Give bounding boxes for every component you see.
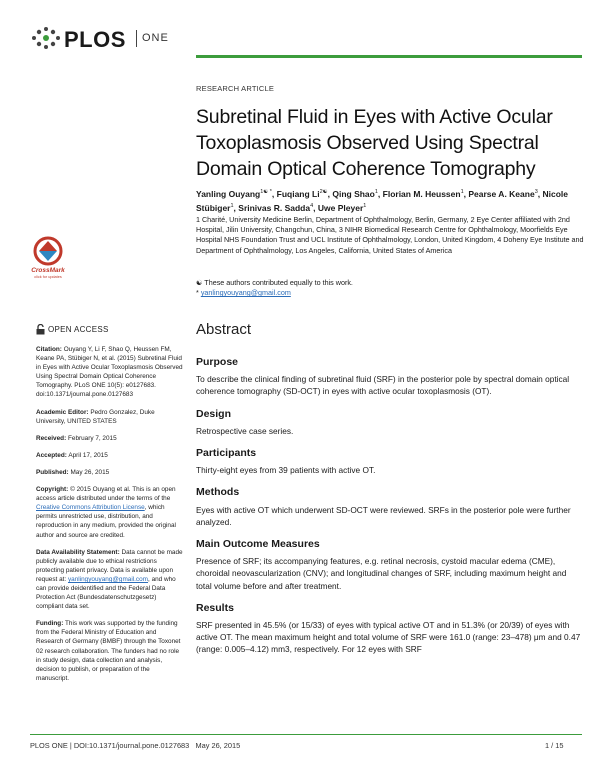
author[interactable]: Qing Shao$^1$ — [332, 188, 378, 199]
author[interactable]: Nicole Stübiger$^1$ — [196, 188, 568, 214]
accepted-block: Accepted: April 17, 2015 — [36, 451, 108, 459]
plos-one-logo[interactable] — [30, 24, 180, 52]
abstract-body — [196, 356, 584, 666]
abstract-heading: Abstract — [196, 321, 252, 338]
section-heading: Purpose — [196, 356, 239, 368]
section-text: SRF presented in 45.5% (or 15/33) of eyes with typical active OT and in 51.3% (or 20/39) of eyes with active OT. The mean maximum height and total volume of SRF were 161.0 (range: 23–478) μm and 0.47 (range: 0.005–4.12) mm3, respectively. For 12 eyes with SRF — [196, 620, 581, 655]
open-access-badge — [36, 324, 184, 335]
license-link[interactable]: Creative Commons Attribution License — [36, 504, 145, 512]
header-rule — [196, 55, 582, 58]
plos-dots-icon — [30, 26, 62, 50]
affiliations: 1 Charité, University Medicine Berlin, Department of Ophthalmology, Berlin, Germany, 2 Eye Center affiliated with 2nd Hospital, Jilin University, Changchun, China, 3 NIHR Biomedical Research Centre for Ophthalmology, Moorfields Eye Hospital NHS Foundation Trust and UCL Institute of Ophthalmology, London, United Kingdom, 4 Doheny Eye Institute and Department of Ophthalmology, Los Angeles, California, United States of America — [196, 215, 584, 255]
author[interactable]: Uwe Pleyer$^1$ — [317, 203, 367, 214]
footer-rule — [30, 734, 582, 735]
logo-wordmark: PLOS — [64, 27, 126, 52]
crossmark-label: CrossMark — [31, 267, 65, 274]
author[interactable]: Yanling Ouyang$^{1☯ *}$ — [196, 188, 272, 199]
copyright-block: Copyright: © 2015 Ouyang et al. This is an open access article distributed under the terms of the Creative Commons Attribution License, which permits unrestricted use, distribution, and reproduction in any medium, provided the original author and source are credited. — [36, 486, 176, 539]
author[interactable]: Florian M. Heussen$^1$ — [382, 188, 464, 199]
crossmark-badge[interactable] — [30, 236, 64, 286]
crossmark-sublabel: click for updates — [34, 275, 62, 279]
page-number: 1 / 15 — [545, 741, 564, 750]
section-text: Presence of SRF; its accompanying features, e.g. retinal necrosis, cystoid macular edema (CME), choroidal neovascularization (CNV); and longitudinal changes of SRF, including maximum height and total volume before and after treatment. — [196, 556, 567, 591]
article-title: Subretinal Fluid in Eyes with Active Ocular Toxoplasmosis Observed Using Spectral Domain Optical Coherence Tomography — [196, 106, 553, 180]
author-list: Yanling Ouyang$^{1☯ *}$, Fuqiang $Li^{2☯}$, Qing Shao$^1$, Florian M. Heussen$^1$, Pearse A. Keane$^3$, Nicole Stübiger$^1$, Srinivas R. Sadda$^4$, Uwe Pleyer$^1$ — [196, 188, 568, 214]
author[interactable]: Fuqiang $Li^{2☯}$ — [276, 188, 328, 199]
logo-divider — [136, 30, 137, 47]
section-heading: Main Outcome Measures — [196, 538, 320, 551]
corresponding-email-line — [196, 288, 576, 298]
open-access-label: OPEN ACCESS — [48, 324, 109, 334]
funding-block: Funding: This work was supported by the funding from the Federal Ministry of Education and Research of Germany (BMBF) through the Toxonet 02 research collaboration. The funders had no role in study design, data collection and analysis, decision to publish, or preparation of the manuscript. — [36, 620, 181, 682]
email-marker: * — [196, 288, 199, 297]
crossmark-icon — [30, 236, 66, 266]
section-heading: Design — [196, 407, 232, 420]
logo-journal-name: ONE — [142, 32, 169, 44]
editor-block: Academic Editor: Pedro Gonzalez, Duke University, UNITED STATES — [36, 408, 155, 425]
section-heading: Participants — [196, 447, 257, 460]
section-text: To describe the clinical finding of subretinal fluid (SRF) in the posterior pole by spectral domain optical coherence tomography (SD-OCT) in eyes with active ocular toxoplasmosis (OT). — [196, 374, 570, 397]
corresponding-email-link[interactable]: yanlingyouyang@gmail.com — [200, 288, 291, 297]
received-block: Received: February 7, 2015 — [36, 434, 117, 442]
open-lock-icon — [36, 324, 45, 335]
section-heading: Results — [196, 601, 234, 614]
section-text: Eyes with active OT which underwent SD-OCT were reviewed. SRFs in the posterior pole were further analyzed. — [196, 504, 571, 527]
section-text: Thirty-eight eyes from 39 patients with active OT. — [196, 465, 376, 476]
author[interactable]: Pearse A. Keane$^3$ — [468, 188, 538, 199]
footer-citation: PLOS ONE | DOI:10.1371/journal.pone.0127683 May 26, 2015 — [30, 741, 241, 750]
data-availability-block: Data Availability Statement: Data cannot be made publicly available due to ethical restrictions protecting patient privacy. Data is available upon request at: yanlingyouyang@gmail.com, and who can provide deidentified and the Federal Data Protection Act (Bundesdatenschutzgesetz) compliant data set. — [36, 548, 183, 611]
article-type: RESEARCH ARTICLE — [196, 84, 275, 93]
section-text: Retrospective case series. — [196, 425, 294, 436]
author[interactable]: Srinivas R. Sadda$^4$ — [238, 203, 314, 214]
section-heading: Methods — [196, 486, 240, 499]
equal-contribution-note: ☯ These authors contributed equally to this work. — [196, 278, 353, 287]
citation-block: Citation: Ouyang Y, Li F, Shao Q, Heussen FM, Keane PA, Stübiger N, et al. (2015) Subretinal Fluid in Eyes with Active Ocular Toxoplasmosis Observed Using Spectral Domain Optical Coherence Tomography. PLoS ONE 10(5): e0127683. doi:10.1371/journal.pone.0127683 — [36, 346, 183, 399]
data-request-email-link[interactable]: yanlingyouyang@gmail.com — [67, 575, 149, 583]
article-info-sidebar — [36, 324, 184, 691]
author-notes — [196, 278, 576, 298]
published-block: Published: May 26, 2015 — [36, 468, 110, 476]
